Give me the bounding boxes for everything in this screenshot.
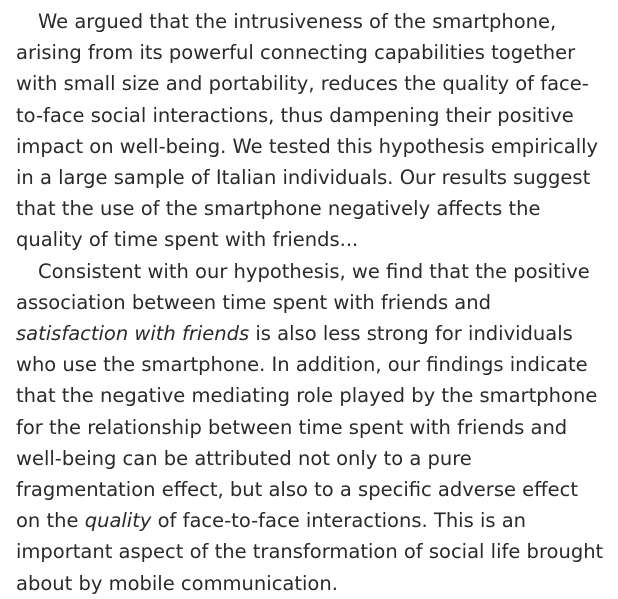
italic-phrase-satisfaction: satisfaction with friends — [16, 322, 250, 346]
paragraph-1 — [16, 6, 606, 256]
paragraph-1-text: We argued that the intrusiveness of the smartphone, arising from its powerful connecting capabilities together with small size and portability, reduces the quality of face-to-face social interactions, thus dampening their positive impact on well-being. We tested this hypothesis empirically in a large sample of Italian individuals. Our results suggest that the use of the smartphone negatively affects the quality of time spent with friends... — [16, 10, 599, 252]
document-body — [16, 6, 606, 599]
paragraph-2 — [16, 256, 606, 599]
paragraph-2-text-a: Consistent with our hypothesis, we find that the positive association between time spent with friends and — [16, 259, 590, 314]
paragraph-2-text-b: is also less strong for individuals who use the smartphone. In addition, our findings indicate that the negative mediating role played by the smartphone for the relationship between time spent with friends and well-being can be attributed not only to a pure fragmentation effect, but also to a specific adverse effect on the — [16, 322, 598, 533]
italic-word-quality: quality — [84, 509, 152, 533]
paragraph-2-text-c: of face-to-face interactions. This is an important aspect of the transformation of social life brought about by mobile communication. — [16, 509, 604, 595]
